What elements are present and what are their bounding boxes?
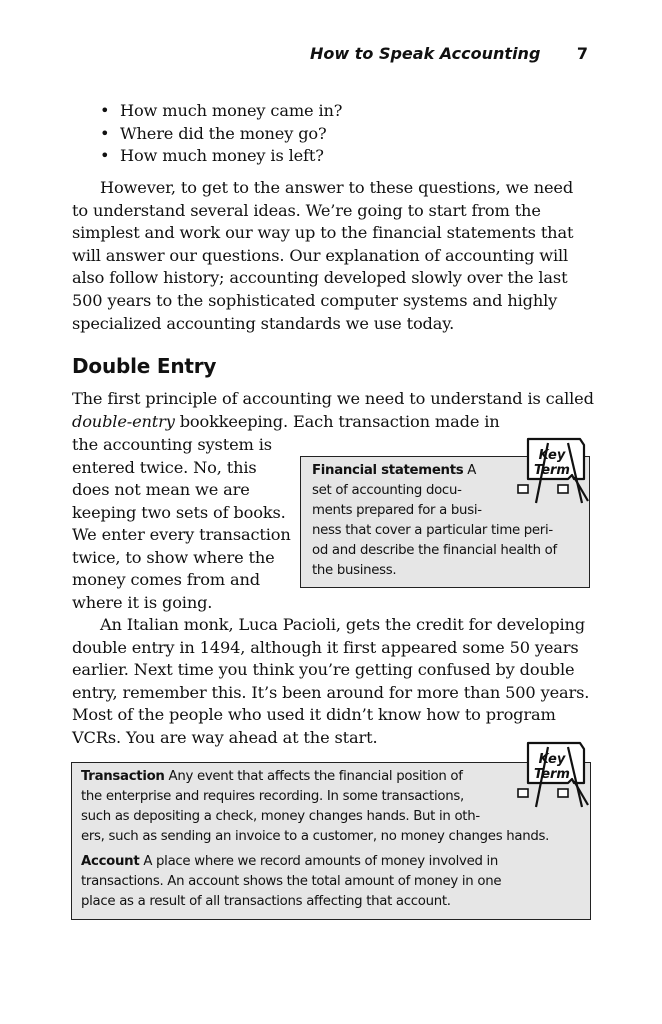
key-term-easel-icon [512,437,590,505]
section-heading: Double Entry [72,354,217,378]
key-term-line: transactions. An account shows the total amount of money in one [81,874,502,889]
paragraph-line: where it is going. [72,593,213,612]
key-term-title: Financial statements [312,463,464,478]
key-term-easel-icon [512,741,590,809]
paragraph-line: keeping two sets of books. [72,503,286,522]
key-term-line: set of accounting docu- [312,483,462,498]
key-term-title: Transaction [81,769,165,784]
page-number: 7 [576,44,588,63]
key-term-line: ers, such as sending an invoice to a customer, no money changes hands. [81,829,550,844]
key-term-icon-label: Key [538,752,566,767]
running-header-title: How to Speak Accounting [310,44,541,63]
paragraph-line: the accounting system is [72,435,272,454]
paragraph-line: money comes from and [72,570,260,589]
paragraph-line: twice, to show where the [72,548,275,567]
emphasized-term: double-entry [72,412,175,431]
key-term-line: place as a result of all transactions affecting that account. [81,894,451,909]
paragraph-line: We enter every transaction [72,525,291,544]
key-term-line: od and describe the financial health of [312,543,557,558]
key-term-line: Financial statements A [312,463,477,478]
key-term-line: such as depositing a check, money changes hands. But in oth- [81,809,480,824]
key-term-line: ness that cover a particular time peri- [312,523,553,538]
paragraph-line: does not mean we are [72,480,250,499]
key-term-line: the enterprise and requires recording. In some transactions, [81,789,464,804]
key-term-icon-label: Key [538,448,566,463]
paragraph-line: double-entry bookkeeping. Each transaction made in [72,412,500,431]
paragraph-line: entered twice. No, this [72,458,257,477]
key-term-icon-label: Term [534,767,570,782]
key-term-line: Transaction Any event that affects the financial position of [81,769,463,784]
bullet-item: • How much money came in? [100,100,580,123]
key-term-line: the business. [312,563,397,578]
paragraph-intro: However, to get to the answer to these questions, we need to understand several ideas. We’re going to start from the simplest and work our way up to the financial statements that will answer our questions. Our explanation of accounting will also follow history; accounting developed slowly over the last 500 years to the sophisticated computer systems and highly specialized accounting standards we use today. [72,178,574,333]
bullet-item: • Where did the money go? [100,123,580,146]
bullet-item: • How much money is left? [100,145,580,168]
key-term-line: ments prepared for a busi- [312,503,482,518]
key-term-title: Account [81,854,140,869]
running-header [300,44,592,66]
key-term-icon-label: Term [534,463,570,478]
bullet-list [100,100,580,168]
paragraph-history: An Italian monk, Luca Pacioli, gets the credit for developing double entry in 1494, although it first appeared some 50 years earlier. Next time you think you’re getting confused by double entry, remember this. It’s been around for more than 500 years. Most of the people who used it didn’t know how to program VCRs. You are way ahead at the start. [72,615,590,747]
paragraph-line: The first principle of accounting we need to understand is called [72,389,594,408]
key-term-line: Account A place where we record amounts of money involved in [81,854,499,869]
